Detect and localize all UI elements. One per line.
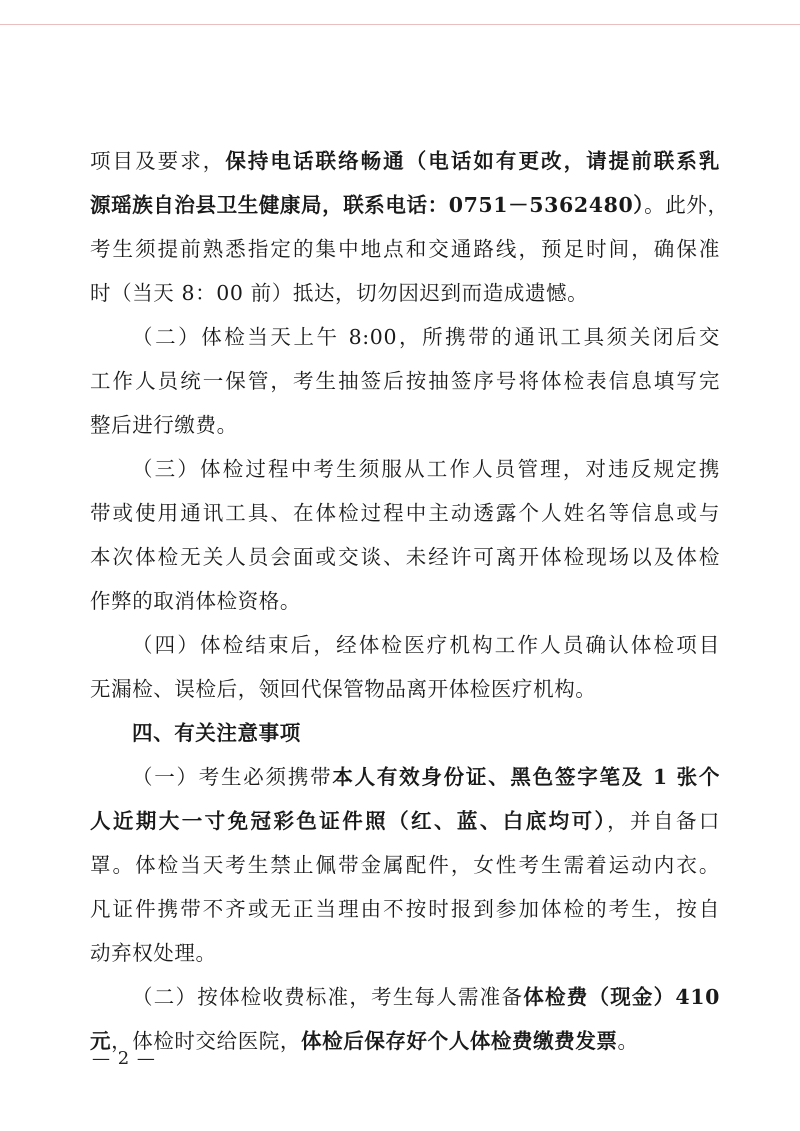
paragraph-line-5: （二）体检当天上午 8:00，所携带的通讯工具须关闭后交	[132, 325, 720, 349]
bold-text-run: 源瑶族自治县卫生健康局，联系电话：0751－5362480）	[90, 193, 645, 217]
paragraph-line-11: 作弊的取消体检资格。	[90, 589, 301, 613]
bold-text-run: 保持电话联络畅通（电话如有更改，请提前联系乳	[225, 149, 720, 173]
bold-text-run: 人近期大一寸免冠彩色证件照（红、蓝、白底均可）	[90, 809, 608, 833]
text-run: 项目及要求，	[90, 149, 226, 173]
text-run: ，体检时交给医院，	[111, 1029, 302, 1053]
paragraph-line-1	[90, 144, 720, 178]
top-border-line	[0, 24, 800, 25]
paragraph-line-3: 考生须提前熟悉指定的集中地点和交通路线，预足时间，确保准	[90, 237, 720, 261]
section-heading: 四、有关注意事项	[132, 721, 301, 745]
bold-text-run: 体检费（现金）410	[523, 985, 720, 1009]
paragraph-line-17: 罩。体检当天考生禁止佩带金属配件，女性考生需着运动内衣。	[90, 853, 720, 877]
paragraph-line-20	[90, 980, 720, 1014]
paragraph-line-21	[90, 1024, 720, 1058]
paragraph-line-2	[90, 188, 729, 222]
paragraph-line-4: 时（当天 8：00 前）抵达，切勿因迟到而造成遗憾。	[90, 281, 589, 305]
paragraph-line-8: （三）体检过程中考生须服从工作人员管理，对违反规定携	[132, 457, 720, 481]
text-run: （二）按体检收费标准，考生每人需准备	[132, 985, 524, 1009]
bold-text-run: 本人有效身份证、黑色签字笔及 1 张个	[332, 765, 720, 789]
bold-text-run: 元	[90, 1029, 112, 1053]
paragraph-line-7: 整后进行缴费。	[90, 413, 238, 437]
text-run: ，并自备口	[607, 809, 720, 833]
paragraph-line-12: （四）体检结束后，经体检医疗机构工作人员确认体检项目	[132, 633, 720, 657]
paragraph-line-6: 工作人员统一保管，考生抽签后按抽签序号将体检表信息填写完	[90, 369, 720, 393]
paragraph-line-19: 动弃权处理。	[90, 941, 217, 965]
bold-text-run: 体检后保存好个人体检费缴费发票	[301, 1029, 618, 1053]
paragraph-line-13: 无漏检、误检后，领回代保管物品离开体检医疗机构。	[90, 677, 597, 701]
text-run: 。	[617, 1029, 639, 1053]
paragraph-line-16	[90, 804, 720, 838]
page-number: — 2 —	[92, 1048, 156, 1069]
text-run: 。此外，	[644, 193, 729, 217]
paragraph-line-9: 带或使用通讯工具、在体检过程中主动透露个人姓名等信息或与	[90, 501, 720, 525]
paragraph-line-10: 本次体检无关人员会面或交谈、未经许可离开体检现场以及体检	[90, 545, 720, 569]
text-run: （一）考生必须携带	[132, 765, 333, 789]
paragraph-line-15	[90, 760, 720, 794]
paragraph-line-18: 凡证件携带不齐或无正当理由不按时报到参加体检的考生，按自	[90, 897, 720, 921]
